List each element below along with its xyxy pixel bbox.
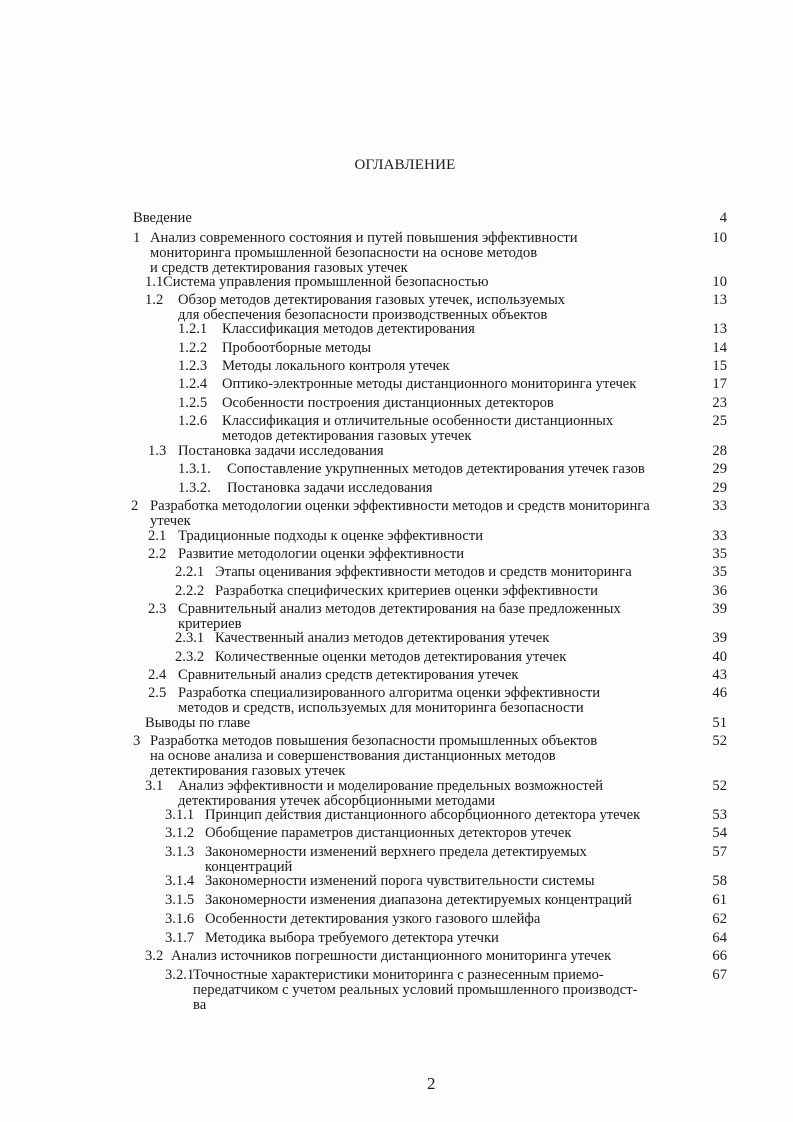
toc-entry-number: 3.1.7	[165, 930, 195, 946]
toc-entry-number: 1.3.2.	[178, 480, 211, 496]
toc-entry-page: 10	[712, 230, 727, 246]
toc-entry-page: 51	[712, 715, 727, 731]
toc-entry-page: 28	[712, 443, 727, 459]
toc-entry-title: передатчиком с учетом реальных условий промышленного производст-	[193, 982, 638, 998]
toc-entry-number: 2.5	[148, 685, 167, 701]
toc-entry-title: утечек	[150, 513, 191, 529]
toc-entry-number: 3.1.1	[165, 807, 195, 823]
toc-entry-number: 2.1	[148, 528, 167, 544]
toc-entry-number: 2.3	[148, 601, 167, 617]
toc-entry-title: Принцип действия дистанционного абсорбционного детектора утечек	[205, 807, 641, 823]
toc-entry-number: 2.2.2	[175, 583, 205, 599]
toc-entry-page: 36	[712, 583, 727, 599]
toc-entry-title: Разработка специализированного алгоритма оценки эффективности	[178, 685, 601, 701]
toc-entry-number: 2.4	[148, 667, 167, 683]
toc-entry-page: 66	[712, 948, 727, 964]
toc-entry-number: 1.2.6	[178, 413, 208, 429]
toc-entry-number: 1.2.1	[178, 321, 208, 337]
toc-entry-number: 2.2.1	[175, 564, 205, 580]
toc-entry-number: 1.2	[145, 292, 164, 308]
toc-entry-page: 61	[712, 892, 727, 908]
toc-entry-number: 3	[133, 733, 141, 749]
toc-entry-page: 25	[712, 413, 727, 429]
toc-entry-page: 13	[712, 321, 727, 337]
toc-entry-title: Закономерности изменения диапазона детектируемых концентраций	[205, 892, 632, 908]
toc-entry-number: 1.3	[148, 443, 167, 459]
toc-entry-title: детектирования газовых утечек	[150, 763, 346, 779]
toc-entry-page: 39	[712, 601, 727, 617]
toc-entry-page: 17	[712, 376, 727, 392]
toc-entry-page: 52	[712, 778, 727, 794]
toc-entry-page: 10	[712, 274, 727, 290]
toc-entry-page: 15	[712, 358, 727, 374]
toc-entry-page: 58	[712, 873, 727, 889]
toc-entry-page: 40	[712, 649, 727, 665]
toc-entry-number: 1	[133, 230, 141, 246]
toc-entry-title: для обеспечения безопасности производственных объектов	[178, 307, 548, 323]
toc-entry-title: Традиционные подходы к оценке эффективности	[178, 528, 484, 544]
toc-entry-number: 2.3.2	[175, 649, 205, 665]
toc-entry-page: 64	[712, 930, 727, 946]
toc-entry-title: Закономерности изменений верхнего предела детектируемых	[205, 844, 587, 860]
toc-entry-title: Система управления промышленной безопасностью	[163, 274, 489, 290]
toc-entry-page: 43	[712, 667, 727, 683]
toc-entry-number: 3.2.1	[165, 967, 195, 983]
toc-entry-title: и средств детектирования газовых утечек	[150, 260, 408, 276]
toc-entry-number: 1.3.1.	[178, 461, 211, 477]
toc-entry-title: Классификация и отличительные особенности дистанционных	[222, 413, 614, 429]
toc-entry-page: 33	[712, 528, 727, 544]
toc-entry-page: 39	[712, 630, 727, 646]
toc-entry-title: Сравнительный анализ методов детектирования на базе предложенных	[178, 601, 621, 617]
toc-entry-number: 3.1.4	[165, 873, 195, 889]
toc-entry-page: 4	[719, 210, 727, 226]
toc-entry-title: методов детектирования газовых утечек	[222, 428, 472, 444]
toc-entry-title: мониторинга промышленной безопасности на основе методов	[150, 245, 538, 261]
toc-entry-title: Методика выбора требуемого детектора утечки	[205, 930, 499, 946]
toc-entry-title: Постановка задачи исследования	[178, 443, 384, 459]
toc-entry-number: 3.1	[145, 778, 164, 794]
toc-entry-title: Этапы оценивания эффективности методов и средств мониторинга	[215, 564, 632, 580]
toc-entry-number: 1.1	[145, 274, 164, 290]
toc-entry-title: Анализ современного состояния и путей повышения эффективности	[150, 230, 578, 246]
toc-entry-number: 2.3.1	[175, 630, 205, 646]
toc-entry-page: 62	[712, 911, 727, 927]
toc-entry-title: Особенности построения дистанционных детекторов	[222, 395, 554, 411]
toc-entry-title: Качественный анализ методов детектирования утечек	[215, 630, 550, 646]
toc-entry-number: 3.1.5	[165, 892, 195, 908]
toc-entry-title: Постановка задачи исследования	[227, 480, 433, 496]
toc-entry-title: Анализ эффективности и моделирование предельных возможностей	[178, 778, 604, 794]
toc-entry-page: 57	[712, 844, 727, 860]
toc-entry-title: Введение	[133, 210, 192, 226]
toc-entry-page: 52	[712, 733, 727, 749]
toc-entry-page: 35	[712, 564, 727, 580]
toc-entry-title: Закономерности изменений порога чувствительности системы	[205, 873, 595, 889]
toc-entry-page: 35	[712, 546, 727, 562]
toc-entry-page: 23	[712, 395, 727, 411]
toc-entry-number: 3.2	[145, 948, 164, 964]
toc-entry-title: Точностные характеристики мониторинга с разнесенным приемо-	[193, 967, 604, 983]
toc-entry-title: Сравнительный анализ средств детектирования утечек	[178, 667, 519, 683]
toc-entry-number: 1.2.5	[178, 395, 208, 411]
toc-entry-title: Обзор методов детектирования газовых утечек, используемых	[178, 292, 566, 308]
toc-entry-number: 1.2.2	[178, 340, 208, 356]
toc-entry-page: 67	[712, 967, 727, 983]
toc-entry-page: 14	[712, 340, 727, 356]
toc-entry-title: Разработка специфических критериев оценки эффективности	[215, 583, 598, 599]
toc-entry-number: 2.2	[148, 546, 167, 562]
toc-entry-title: методов и средств, используемых для мониторинга безопасности	[178, 700, 584, 716]
toc-entry-number: 3.1.3	[165, 844, 195, 860]
toc-entry-title: Обобщение параметров дистанционных детекторов утечек	[205, 825, 572, 841]
toc-entry-number: 1.2.4	[178, 376, 208, 392]
toc-entry-page: 13	[712, 292, 727, 308]
toc-entry-title: Разработка методов повышения безопасности промышленных объектов	[150, 733, 598, 749]
toc-entry-number: 3.1.2	[165, 825, 195, 841]
toc-entry-title: детектирования утечек абсорбционными методами	[178, 793, 496, 809]
toc-title: ОГЛАВЛЕНИЕ	[354, 157, 456, 173]
toc-entry-number: 3.1.6	[165, 911, 195, 927]
toc-entry-number: 2	[131, 498, 139, 514]
toc-entry-title: Анализ источников погрешности дистанционного мониторинга утечек	[171, 948, 612, 964]
toc-entry-page: 53	[712, 807, 727, 823]
toc-entry-title: Разработка методологии оценки эффективности методов и средств мониторинга	[150, 498, 650, 514]
toc-entry-title: ва	[193, 997, 207, 1013]
toc-entry-title: на основе анализа и совершенствования дистанционных методов	[150, 748, 556, 764]
toc-entry-title: критериев	[178, 616, 242, 632]
toc-entry-title: Пробоотборные методы	[222, 340, 372, 356]
toc-entry-title: Выводы по главе	[145, 715, 251, 731]
toc-entry-page: 33	[712, 498, 727, 514]
toc-entry-title: Количественные оценки методов детектирования утечек	[215, 649, 567, 665]
toc-entry-page: 29	[712, 461, 727, 477]
toc-entry-page: 29	[712, 480, 727, 496]
toc-entry-title: Методы локального контроля утечек	[222, 358, 450, 374]
toc-entry-title: Классификация методов детектирования	[222, 321, 475, 337]
toc-entry-number: 1.2.3	[178, 358, 208, 374]
toc-entry-title: концентраций	[205, 859, 293, 875]
toc-entry-title: Развитие методологии оценки эффективности	[178, 546, 465, 562]
toc-entry-page: 46	[712, 685, 727, 701]
toc-entry-title: Сопоставление укрупненных методов детектирования утечек газов	[227, 461, 645, 477]
page-number: 2	[427, 1074, 436, 1093]
toc-entry-page: 54	[712, 825, 727, 841]
toc-entry-title: Оптико-электронные методы дистанционного мониторинга утечек	[222, 376, 637, 392]
toc-entry-title: Особенности детектирования узкого газового шлейфа	[205, 911, 541, 927]
